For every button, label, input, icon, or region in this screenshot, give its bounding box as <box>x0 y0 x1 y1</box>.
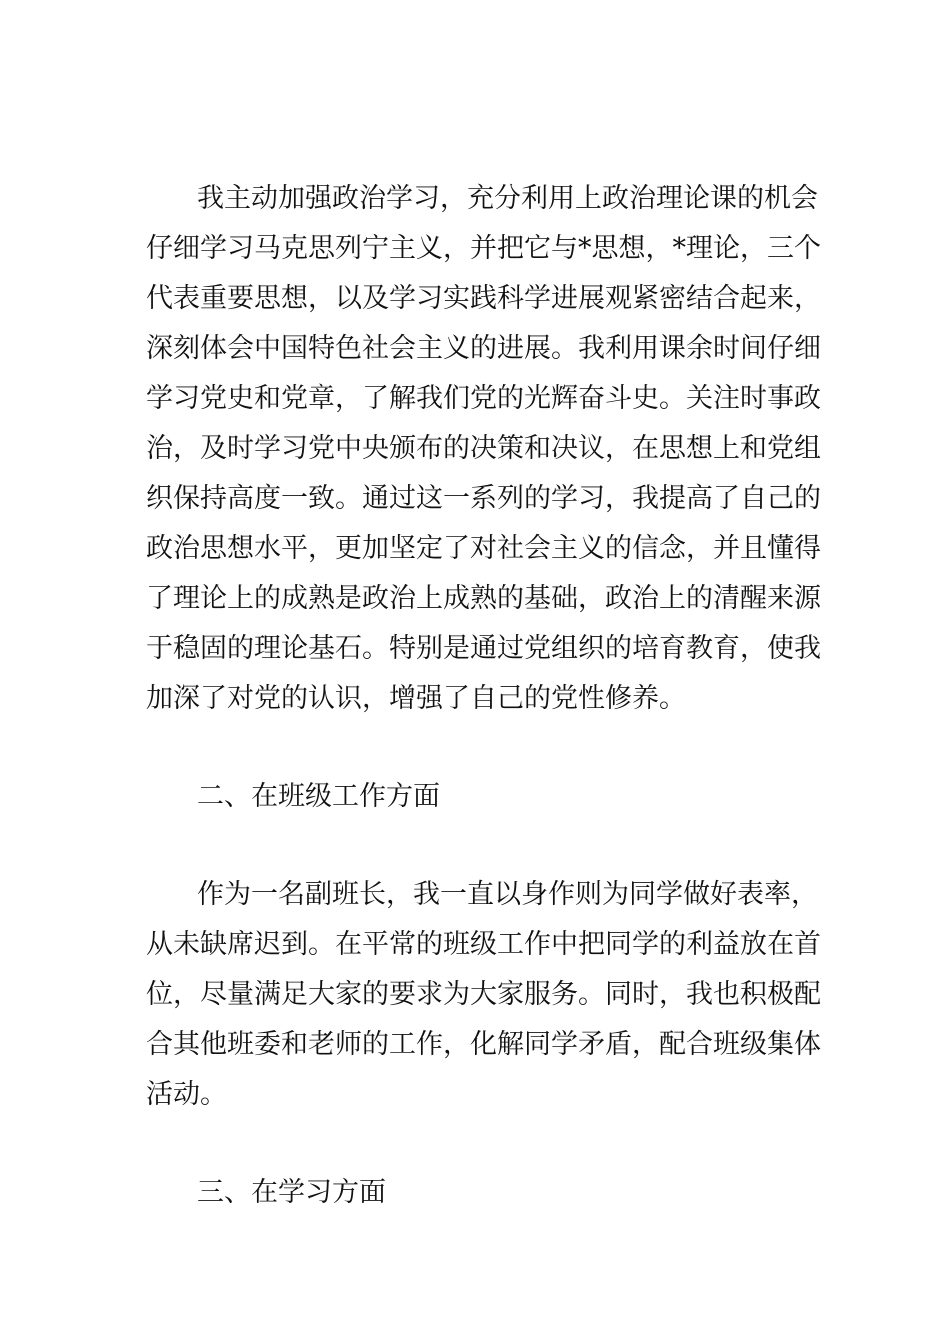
paragraph-1-line-2: 仔细学习马克思列宁主义，并把它与*思想，*理论，三个 <box>146 233 821 264</box>
section-heading-class-work: 二、在班级工作方面 <box>197 781 440 812</box>
paragraph-1-line-5: 学习党史和党章，了解我们党的光辉奋斗史。关注时事政 <box>146 383 821 414</box>
paragraph-1-line-7: 织保持高度一致。通过这一系列的学习，我提高了自己的 <box>146 483 821 514</box>
paragraph-2-line-1: 作为一名副班长，我一直以身作则为同学做好表率， <box>197 879 818 910</box>
section-heading-study: 三、在学习方面 <box>197 1177 386 1208</box>
paragraph-2-line-2: 从未缺席迟到。在平常的班级工作中把同学的利益放在首 <box>146 929 821 960</box>
paragraph-1-line-3: 代表重要思想，以及学习实践科学进展观紧密结合起来， <box>146 283 821 314</box>
paragraph-1-line-11: 加深了对党的认识，增强了自己的党性修养。 <box>146 683 686 714</box>
paragraph-1-line-4: 深刻体会中国特色社会主义的进展。我利用课余时间仔细 <box>146 333 821 364</box>
paragraph-2-line-5: 活动。 <box>146 1079 227 1110</box>
paragraph-1-line-9: 了理论上的成熟是政治上成熟的基础，政治上的清醒来源 <box>146 583 821 614</box>
paragraph-1-line-8: 政治思想水平，更加坚定了对社会主义的信念，并且懂得 <box>146 533 821 564</box>
paragraph-1-line-1: 我主动加强政治学习，充分利用上政治理论课的机会 <box>197 183 818 214</box>
paragraph-2-line-3: 位，尽量满足大家的要求为大家服务。同时，我也积极配 <box>146 979 821 1010</box>
paragraph-1-line-6: 治，及时学习党中央颁布的决策和决议，在思想上和党组 <box>146 433 821 464</box>
paragraph-2-line-4: 合其他班委和老师的工作，化解同学矛盾，配合班级集体 <box>146 1029 821 1060</box>
paragraph-1-line-10: 于稳固的理论基石。特别是通过党组织的培育教育，使我 <box>146 633 821 664</box>
